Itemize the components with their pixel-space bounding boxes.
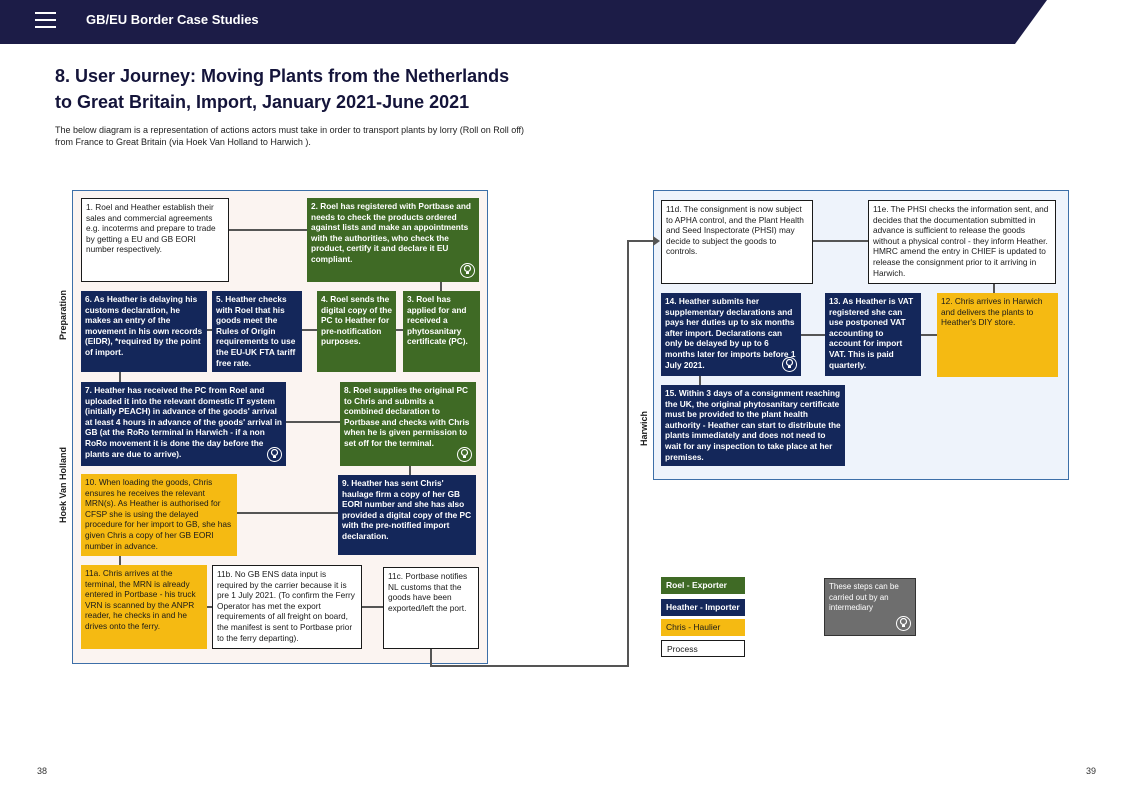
legend-roel-exporter: Roel - Exporter (661, 577, 745, 594)
legend-chris-haulier: Chris - Haulier (661, 619, 745, 636)
app-title: GB/EU Border Case Studies (86, 12, 259, 27)
step-2-box: 2. Roel has registered with Portbase and needs to check the products ordered against lists and make an appointments with the authorities, who check the product, certify it and declare it EU compliant. (307, 198, 479, 282)
page-number-right: 39 (1086, 766, 1097, 776)
step-11a-box: 11a. Chris arrives at the terminal, the MRN is already entered in Portbase - his truck VRN is scanned by the ANPR reader, he checks in and he drives onto the ferry. (81, 565, 207, 649)
page-number-left: 38 (37, 766, 48, 776)
step-4-box: 4. Roel sends the digital copy of the PC to Heather for pre-notification purposes. (317, 291, 396, 372)
section-label-preparation: Preparation (58, 289, 68, 340)
step-7-box: 7. Heather has received the PC from Roel and uploaded it into the relevant domestic IT system (initially PEACH) in advance of the goods' arrival at least 4 hours in advance of the goods' arrival in GB (at the RoRo terminal in Harwich - if a non RoRo movement it is done the day before the plants are due to arrive). (81, 382, 286, 466)
step-11c-box: 11c. Portbase notifies NL customs that the goods have been exported/left the port. (383, 567, 479, 649)
step-15-box: 15. Within 3 days of a consignment reaching the UK, the original phytosanitary certificate must be provided to the plant health authority - Heather can start to distribute the plants immediately and does not need to wait for any inspection to take place at her premises. (661, 385, 845, 466)
step-12-box: 12. Chris arrives in Harwich and delivers the plants to Heather's DIY store. (937, 293, 1058, 377)
step-6-box: 6. As Heather is delaying his customs declaration, he makes an entry of the movement in his own records (EIDR), *required by the point of import. (81, 291, 207, 372)
step-13-box: 13. As Heather is VAT registered she can use postponed VAT accounting to account for import VAT. This is paid quarterly. (825, 293, 921, 376)
lightbulb-icon (782, 357, 797, 372)
page-heading: 8. User Journey: Moving Plants from the Netherlands to Great Britain, Import, January 2021-June 2021 (55, 66, 510, 112)
section-label-harwich: Harwich (639, 410, 649, 446)
step-10-box: 10. When loading the goods, Chris ensures he receives the relevant MRN(s). As Heather is authorised for CFSP she is using the delayed procedure for her import to GB, she has given Chris a copy of her GB EORI number in advance. (81, 474, 237, 556)
lightbulb-icon (457, 447, 472, 462)
step-11b-box: 11b. No GB ENS data input is required by the carrier because it is pre 1 July 2021. (To confirm the Ferry Operator has met the export requirements of all freight on board, the manifest is sent to Portbase prior to the ferry departing). (212, 565, 362, 649)
step-14-box: 14. Heather submits her supplementary declarations and pays her duties up to six months after import. Declarations can only be delayed by up to 6 months later for imports before 1 July 2021. (661, 293, 801, 376)
legend-intermediary: These steps can be carried out by an intermediary (824, 578, 916, 636)
step-9-box: 9. Heather has sent Chris' haulage firm a copy of her GB EORI number and she has also provided a digital copy of the PC with the pre-notified import declaration. (338, 475, 476, 555)
legend-process: Process (661, 640, 745, 657)
step-3-box: 3. Roel has applied for and received a phytosanitary certificate (PC). (403, 291, 480, 372)
section-label-hoek: Hoek Van Holland (58, 446, 68, 523)
step-5-box: 5. Heather checks with Roel that his goods meet the Rules of Origin requirements to use the EU-UK FTA tariff free rate. (212, 291, 302, 372)
step-11d-box: 11d. The consignment is now subject to APHA control, and the Plant Health and Seed Inspectorate (PHSI) may decide to subject the goods to controls. (661, 200, 813, 284)
step-11e-box: 11e. The PHSI checks the information sent, and decides that the documentation submitted in advance is sufficient to release the goods without a physical control - they inform Heather. HMRC amend the entry in CHIEF is updated to release the consignment prior to it arriving in Harwich. (868, 200, 1056, 284)
legend-heather-importer: Heather - Importer (661, 599, 745, 616)
lightbulb-icon (267, 447, 282, 462)
step-8-box: 8. Roel supplies the original PC to Chris and submits a combined declaration to Portbase and checks with Chris when he is given permission to set off for the terminal. (340, 382, 476, 466)
step-1-box: 1. Roel and Heather establish their sales and commercial agreements e.g. incoterms and prepare to trade by getting a EU and GB EORI number respectively. (81, 198, 229, 282)
lightbulb-icon (460, 263, 475, 278)
intro-text: The below diagram is a representation of actions actors must take in order to transport plants by lorry (Roll on Roll off) from France to Great Britain (via Hoek Van Holland to Harwich ). (55, 125, 525, 147)
